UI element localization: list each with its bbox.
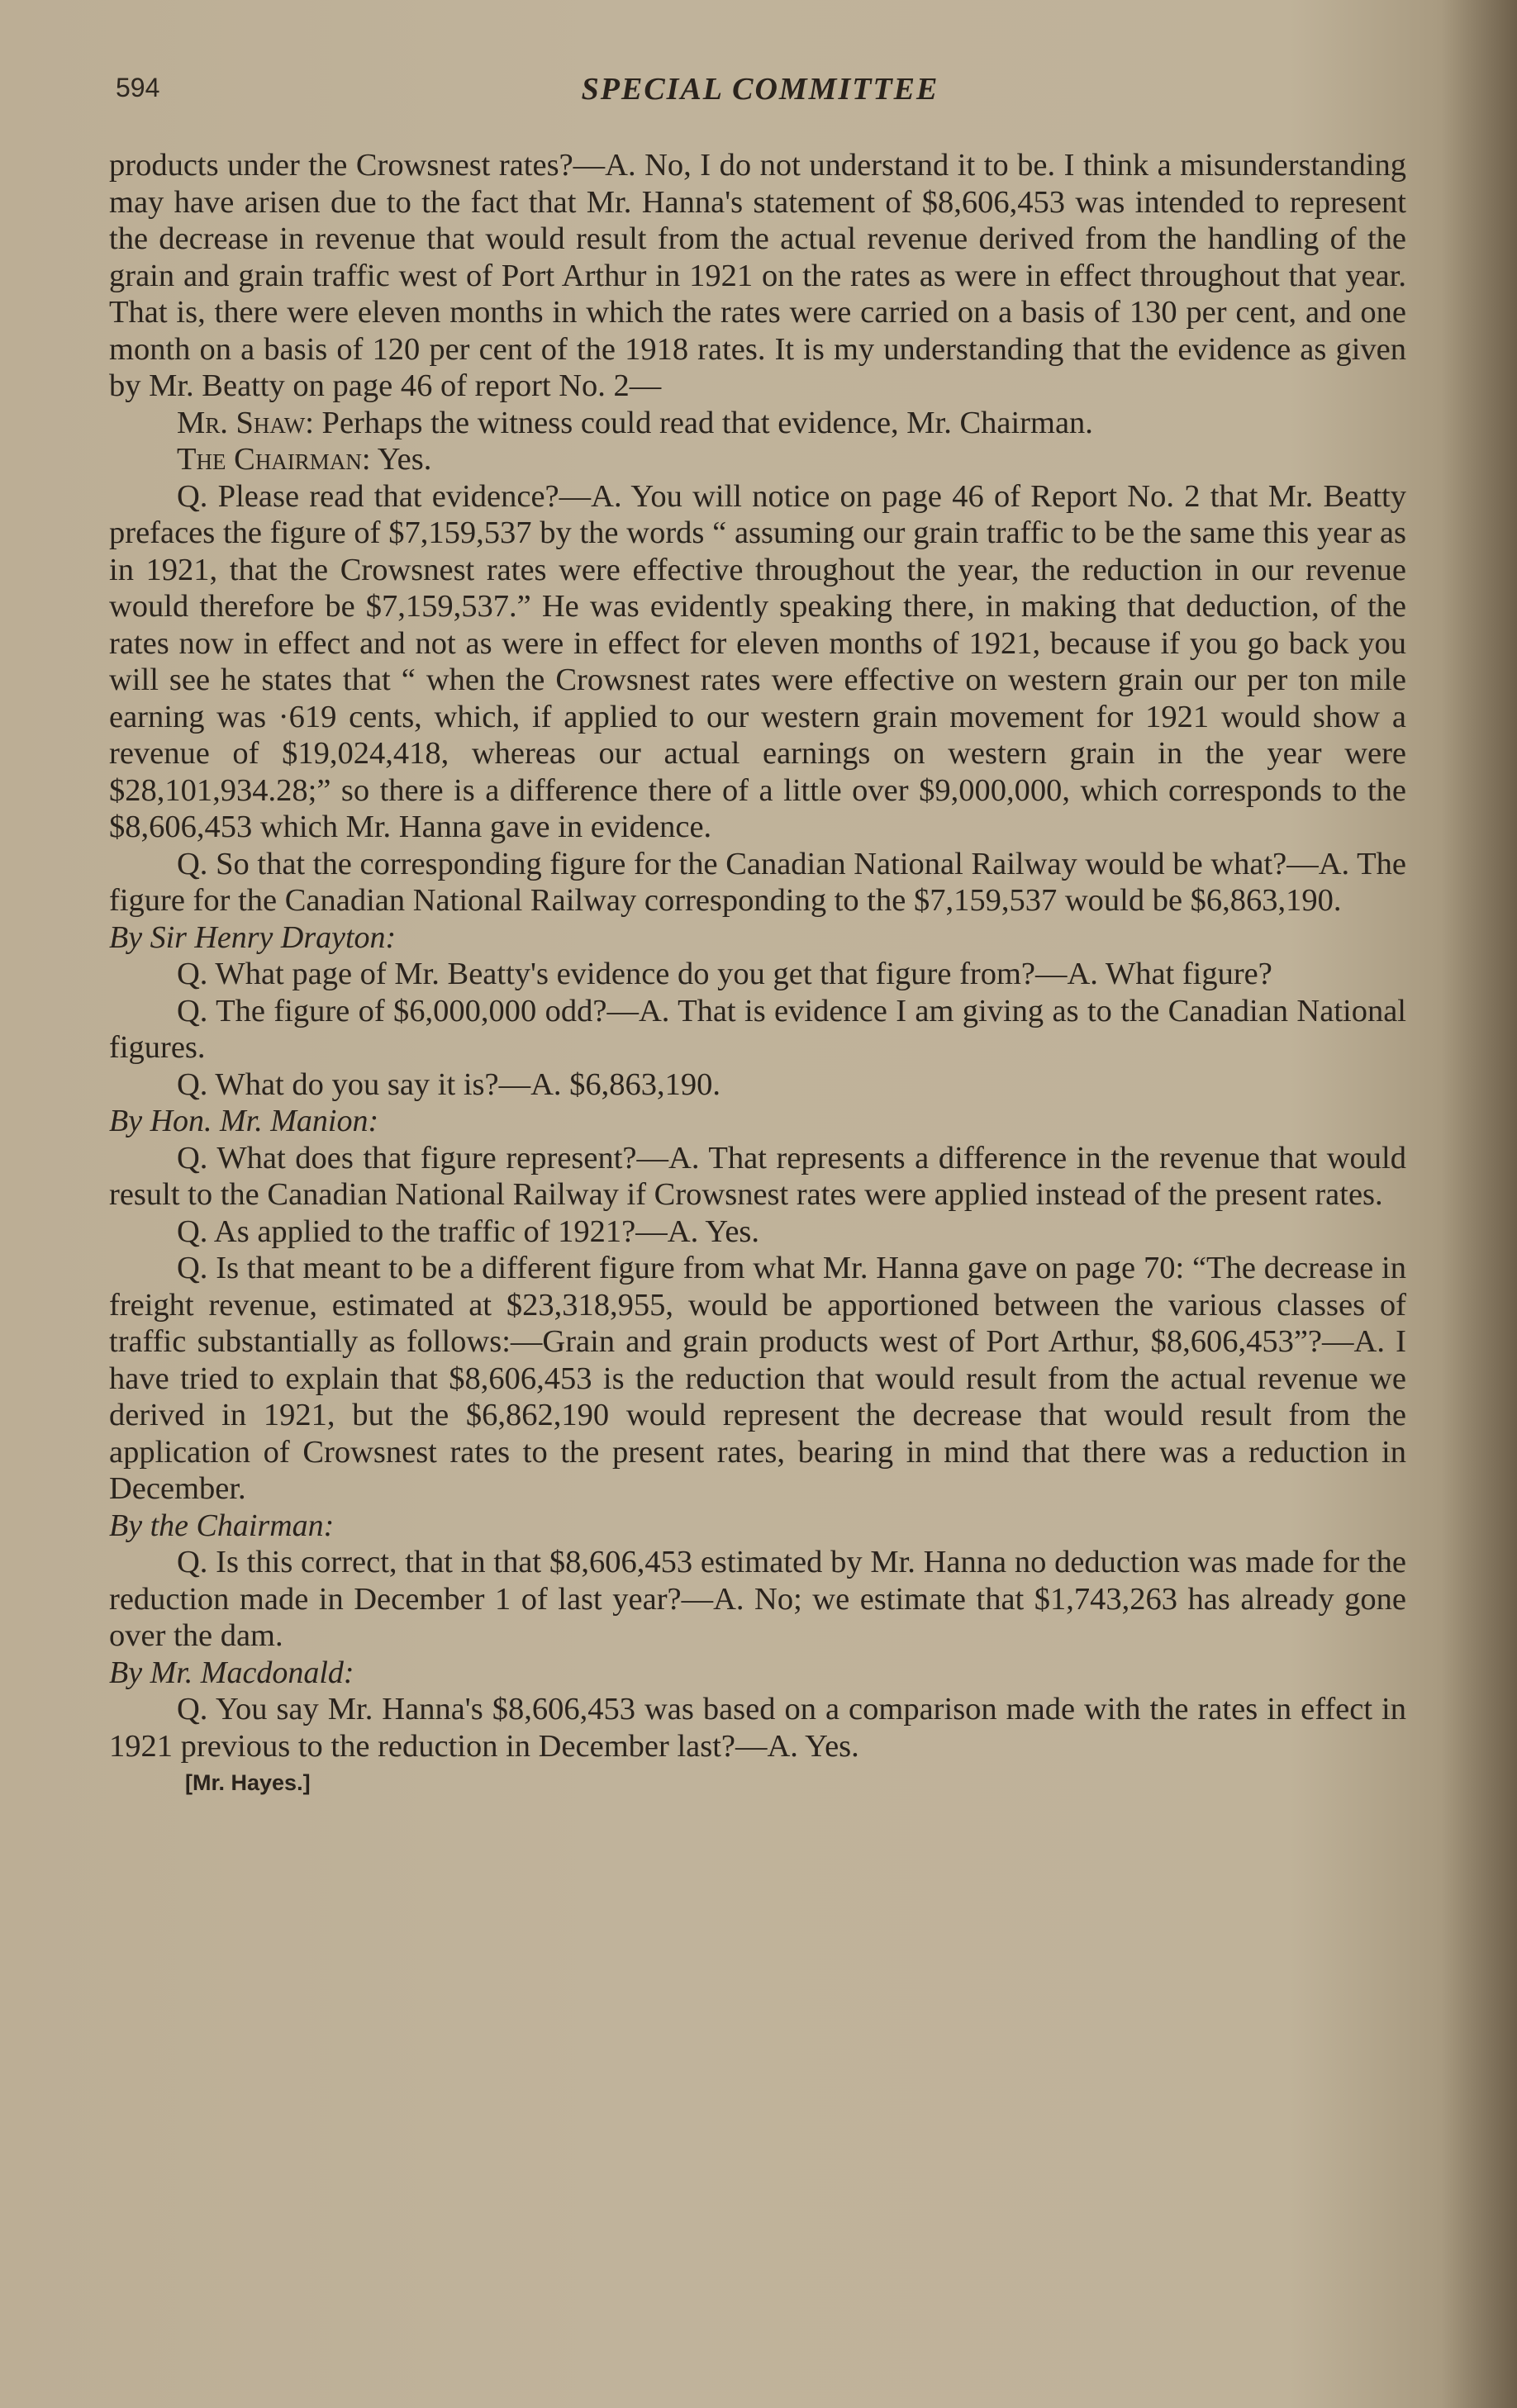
paragraph-speaker-shaw xyxy=(109,405,1406,442)
paragraph-qa: Q. What page of Mr. Beatty's evidence do you get that figure from?—A. What figure? xyxy=(177,957,1272,991)
paragraph-qa: Q. As applied to the traffic of 1921?—A. Yes. xyxy=(177,1213,760,1249)
paragraph-qa: Q. Is this correct, that in that $8,606,453 estimated by Mr. Hanna no deduction was made for the reduction made in December 1 of last year?—A. No; we estimate that $1,743,263 has already gone over the dam. xyxy=(109,1545,1406,1653)
examiner-heading: By Hon. Mr. Manion: xyxy=(109,1104,379,1138)
speaker-text: Perhaps the witness could read that evidence, Mr. Chairman. xyxy=(321,405,1093,440)
paragraph-qa: Q. What do you say it is?—A. $6,863,190. xyxy=(177,1066,721,1102)
examiner-heading: By Sir Henry Drayton: xyxy=(109,919,397,955)
paragraph-qa: Q. Please read that evidence?—A. You will notice on page 46 of Report No. 2 that Mr. Beatty prefaces the figure of $7,159,537 by the words “ assuming our grain traffic to be the same this year as in 1921, that the Crowsnest rates were effective throughout the year, the reduction in our revenue would therefore be $7,159,537.” He was evidently speaking there, in making that deduction, of the rates now in effect and not as were in effect for eleven months of 1921, because if you go back you will see he states that “ when the Crowsnest rates were effective on western grain our per ton mile earning was ·619 cents, which, if applied to our western grain movement for 1921 would show a revenue of $19,024,418, whereas our actual earnings on western grain in the year were $28,101,934.28;” so there is a difference there of a little over $9,000,000, which corresponds to the $8,606,453 which Mr. Hanna gave in evidence. xyxy=(109,478,1406,844)
paragraph-qa: Q. The figure of $6,000,000 odd?—A. That is evidence I am giving as to the Canadian National figures. xyxy=(109,993,1406,1065)
examiner-heading: By the Chairman: xyxy=(109,1508,335,1543)
body-text xyxy=(109,147,1406,1802)
examiner-heading: By Mr. Macdonald: xyxy=(109,1655,354,1690)
paragraph-qa: Q. What does that figure represent?—A. That represents a difference in the revenue that would result to the Canadian National Railway if Crowsnest rates were applied instead of the present rates. xyxy=(109,1140,1406,1212)
paragraph-qa: Q. So that the corresponding figure for the Canadian National Railway would be what?—A. The figure for the Canadian National Railway corresponding to the $7,159,537 would be $6,863,190. xyxy=(109,846,1406,918)
page-number: 594 xyxy=(116,73,160,102)
speaker-name: Mr. Shaw: xyxy=(177,405,314,440)
paragraph-speaker-chairman xyxy=(109,441,1406,478)
speaker-name: The Chairman: xyxy=(177,442,371,477)
paragraph-continued: products under the Crowsnest rates?—A. No, I do not understand it to be. I think a misunderstanding may have arisen due to the fact that Mr. Hanna's statement of $8,606,453 was intended to represent the decrease in revenue that would result from the actual revenue derived from the handling of the grain and grain traffic west of Port Arthur in 1921 on the rates as were in effect throughout that year. That is, there were eleven months in which the rates were carried on a basis of 130 per cent, and one month on a basis of 120 per cent of the 1918 rates. It is my understanding that the evidence as given by Mr. Beatty on page 46 of report No. 2— xyxy=(109,148,1406,403)
paragraph-qa: Q. You say Mr. Hanna's $8,606,453 was based on a comparison made with the rates in effect in 1921 previous to the reduction in December last?—A. Yes. xyxy=(109,1692,1406,1764)
paragraph-qa: Q. Is that meant to be a different figure from what Mr. Hanna gave on page 70: “The decrease in freight revenue, estimated at $23,318,955, would be apportioned between the various classes of traffic substantially as follows:—Grain and grain products west of Port Arthur, $8,606,453”?—A. I have tried to explain that $8,606,453 is the reduction that would result from the actual revenue we derived in 1921, but the $6,862,190 would represent the decrease that would result from the application of Crowsnest rates to the present rates, bearing in mind that there was a reduction in December. xyxy=(109,1251,1406,1506)
witness-tag: [Mr. Hayes.] xyxy=(185,1770,311,1795)
running-head: SPECIAL COMMITTEE xyxy=(581,72,939,107)
speaker-text: Yes. xyxy=(377,442,432,477)
page-header xyxy=(116,66,1405,116)
